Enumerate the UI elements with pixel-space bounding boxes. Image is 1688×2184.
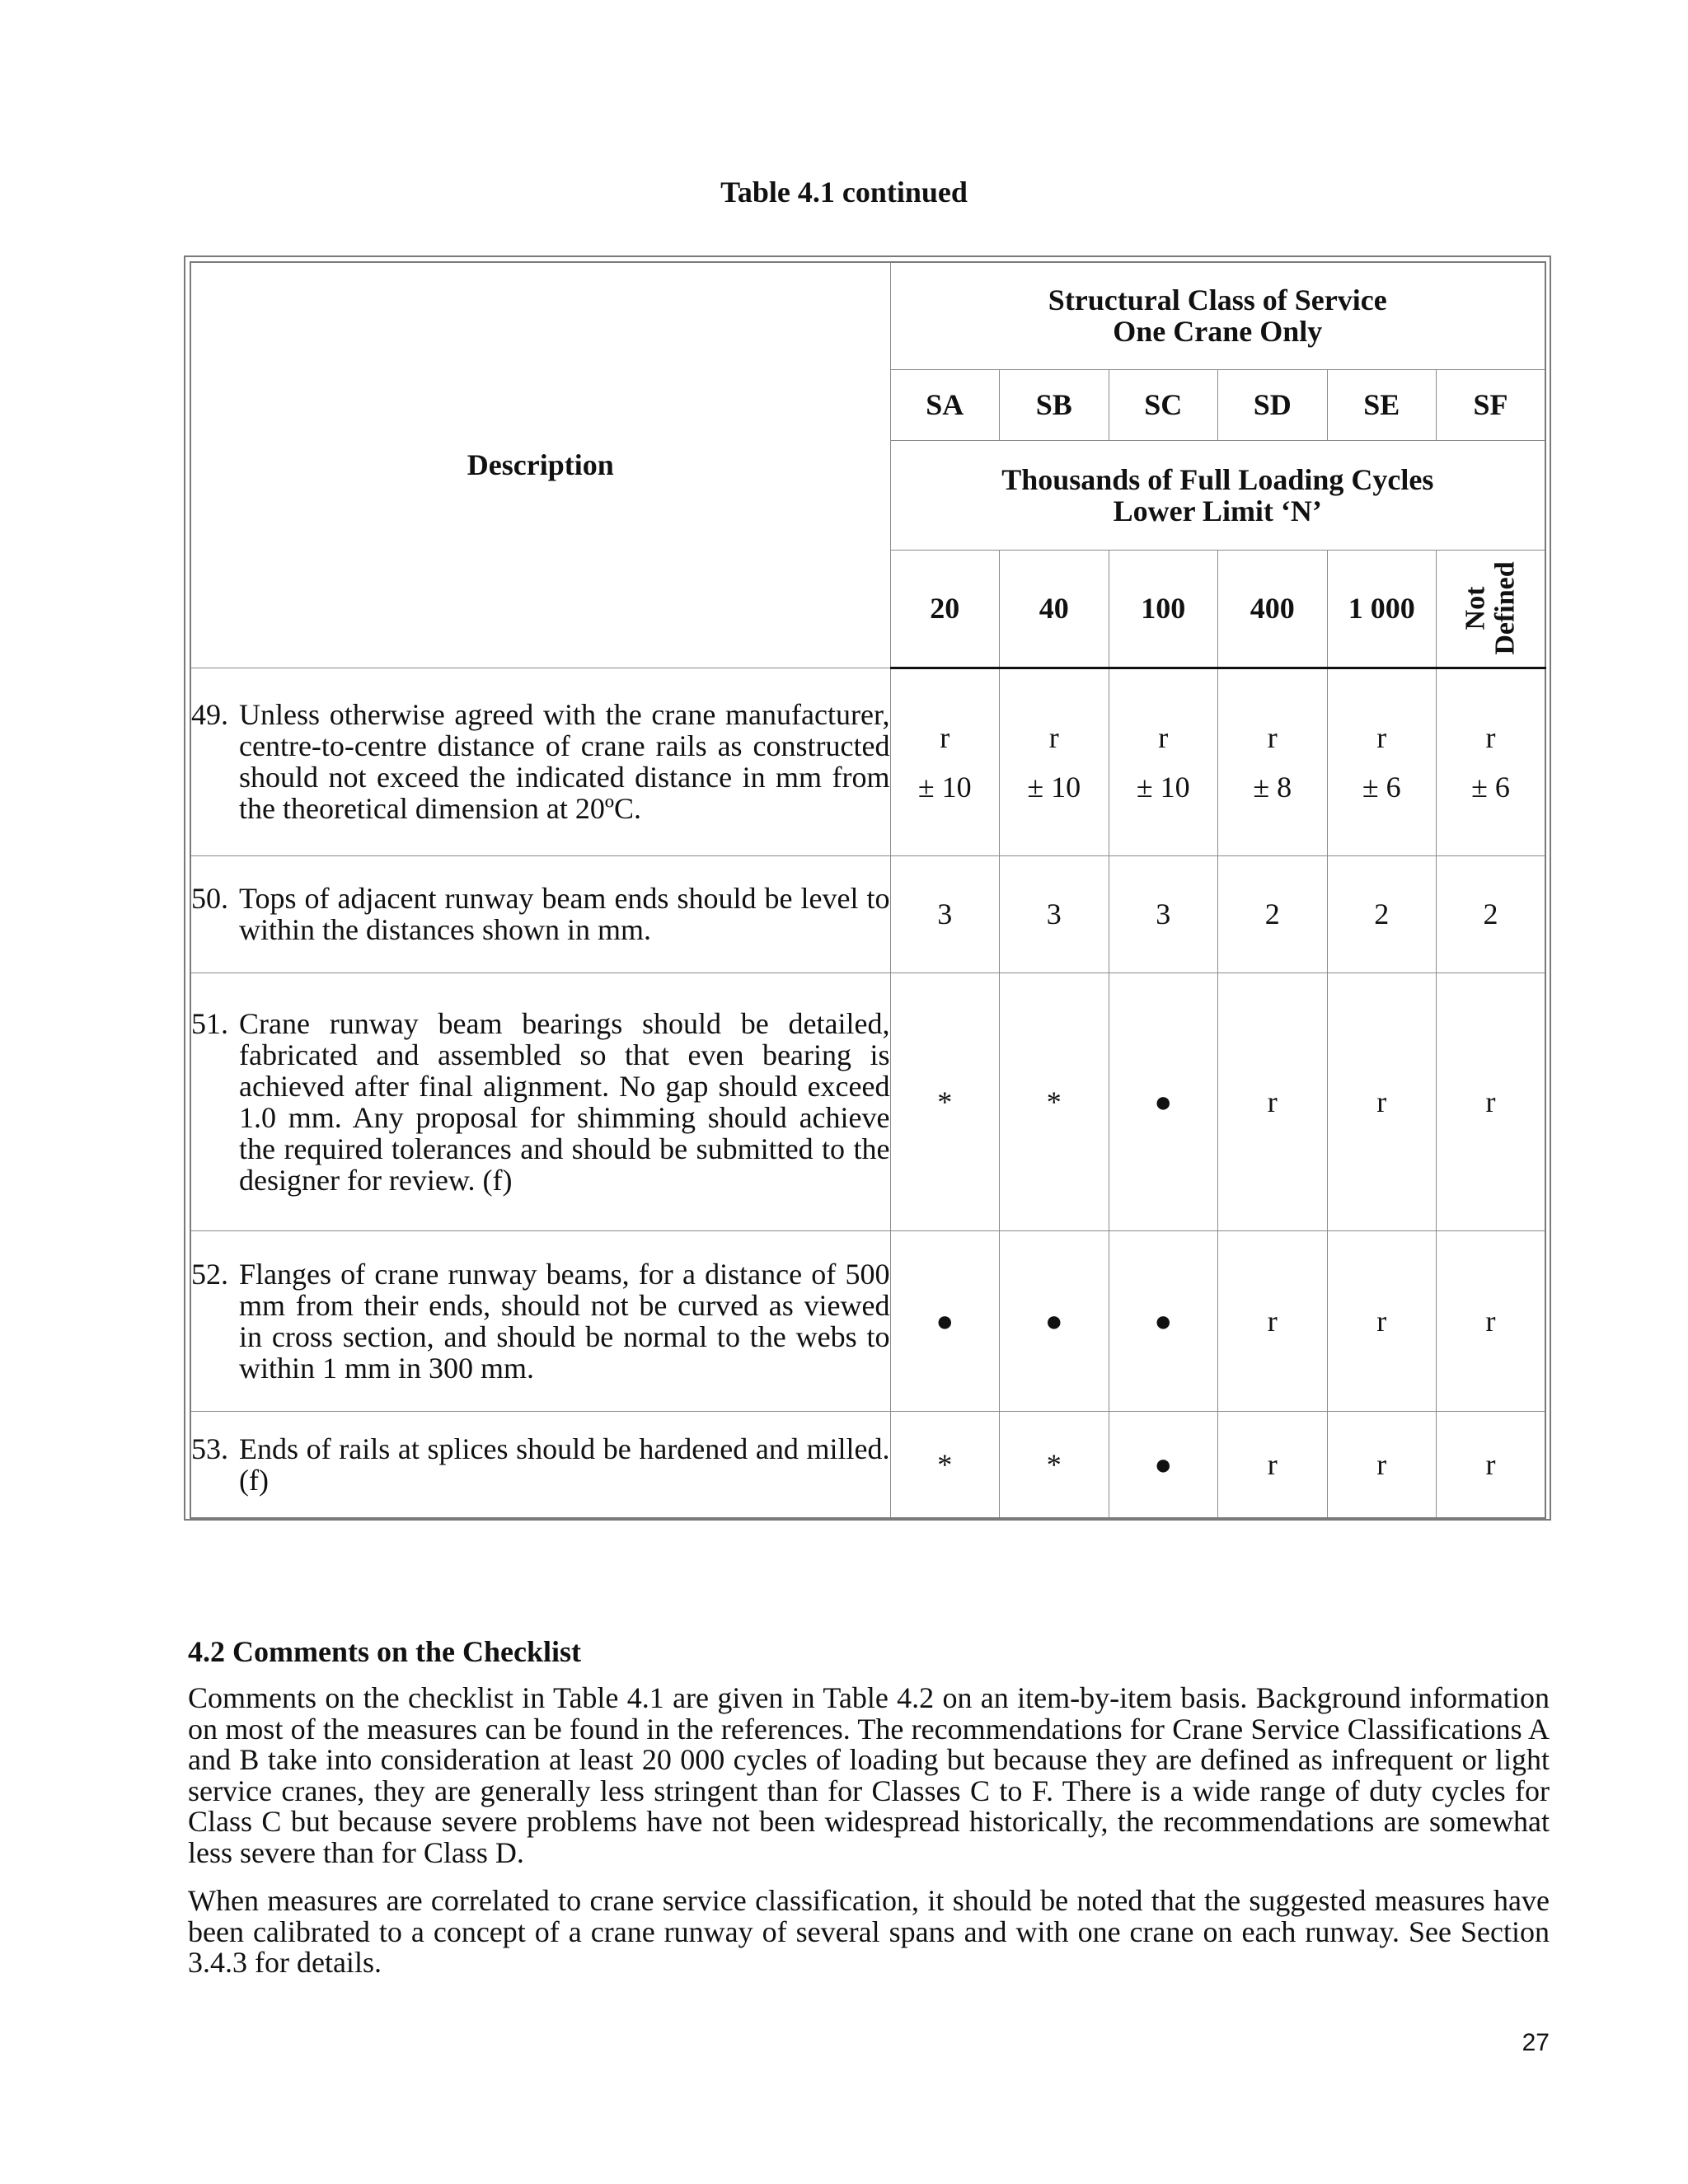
row-description bbox=[190, 668, 890, 855]
value-cell: ● bbox=[1000, 1230, 1109, 1411]
row-description bbox=[190, 855, 890, 972]
value-cell: 2 bbox=[1437, 855, 1546, 972]
value-cell: 3 bbox=[1000, 855, 1109, 972]
body-paragraph: Comments on the checklist in Table 4.1 are given in Table 4.2 on an item-by-item basis. Background information on most of the measures can be found in the references. The recommendations for Crane Service Classifications A and B take into consideration at least 20 000 cycles of loading but because they are defined as infrequent or light service cranes, they are generally less stringent than for Classes C to F. There is a wide range of duty cycles for Class C but because severe problems have not been widespread historically, the recommendations are somewhat less severe than for Class D. bbox=[188, 1681, 1550, 1869]
class-header: SB bbox=[1000, 369, 1109, 440]
value-cell: r bbox=[1218, 1411, 1328, 1518]
class-header: SE bbox=[1327, 369, 1437, 440]
one-crane-only-subtitle: One Crane Only bbox=[1113, 315, 1323, 349]
table-row bbox=[190, 668, 1545, 855]
table-row bbox=[190, 972, 1545, 1230]
table-row bbox=[190, 855, 1545, 972]
row-description bbox=[190, 1411, 890, 1518]
not-defined-label: Not Defined bbox=[1460, 561, 1521, 655]
value-cell: * bbox=[890, 972, 1000, 1230]
value-cell: ● bbox=[1109, 1230, 1218, 1411]
lower-limit-subtitle: Lower Limit ‘N’ bbox=[1113, 494, 1322, 527]
not-defined-header bbox=[1437, 550, 1546, 668]
description-header: Description bbox=[190, 262, 890, 668]
value-cell: 2 bbox=[1327, 855, 1437, 972]
row-number: 50. bbox=[191, 882, 228, 915]
table-row bbox=[190, 1411, 1545, 1518]
value-cell: r ± 6 bbox=[1437, 668, 1546, 855]
loading-cycles-title: Thousands of Full Loading Cycles bbox=[1001, 462, 1434, 496]
row-description bbox=[190, 972, 890, 1230]
value-cell: r bbox=[1437, 1230, 1546, 1411]
value-cell: 3 bbox=[1109, 855, 1218, 972]
value-cell: r bbox=[1437, 1411, 1546, 1518]
cycles-header: 40 bbox=[1000, 550, 1109, 668]
value-cell: r bbox=[1218, 1230, 1328, 1411]
cycles-header: 20 bbox=[890, 550, 1000, 668]
row-text: Crane runway beam bearings should be detailed, fabricated and assembled so that even bearing is achieved after final alignment. No gap should exceed 1.0 mm. Any proposal for shimming should achieve the required tolerances and should be submitted to the designer for review. (f) bbox=[239, 1006, 890, 1197]
row-text: Flanges of crane runway beams, for a distance of 500 mm from their ends, should not be curved as viewed in cross section, and should be normal to the webs to within 1 mm in 300 mm. bbox=[239, 1257, 890, 1385]
value-cell: ● bbox=[1109, 1411, 1218, 1518]
value-cell: r ± 10 bbox=[1109, 668, 1218, 855]
value-cell: ● bbox=[1109, 972, 1218, 1230]
class-of-service-header bbox=[890, 262, 1545, 369]
class-header: SD bbox=[1218, 369, 1328, 440]
value-cell: r bbox=[1327, 1411, 1437, 1518]
row-text: Unless otherwise agreed with the crane manufacturer, centre-to-centre distance of crane rails as constructed should not exceed the indicated distance in mm from the theoretical dimension at 20ºC. bbox=[239, 698, 890, 825]
class-of-service-title: Structural Class of Service bbox=[1048, 284, 1387, 317]
value-cell: * bbox=[890, 1411, 1000, 1518]
value-cell: r bbox=[1218, 972, 1328, 1230]
value-cell: r ± 10 bbox=[1000, 668, 1109, 855]
class-header: SA bbox=[890, 369, 1000, 440]
value-cell: 3 bbox=[890, 855, 1000, 972]
loading-cycles-header bbox=[890, 440, 1545, 550]
checklist-table bbox=[190, 261, 1546, 1519]
checklist-table-frame bbox=[184, 255, 1551, 1521]
body-paragraph: When measures are correlated to crane service classification, it should be noted that the suggested measures have been calibrated to a concept of a crane runway of several spans and with one crane on each runway. See Section 3.4.3 for details. bbox=[188, 1884, 1550, 1979]
table-title: Table 4.1 continued bbox=[720, 176, 968, 209]
value-cell: r bbox=[1437, 972, 1546, 1230]
value-cell: r bbox=[1327, 972, 1437, 1230]
value-cell: * bbox=[1000, 1411, 1109, 1518]
cycles-header: 400 bbox=[1218, 550, 1328, 668]
row-number: 53. bbox=[191, 1432, 228, 1465]
value-cell: 2 bbox=[1218, 855, 1328, 972]
value-cell: r ± 10 bbox=[890, 668, 1000, 855]
class-header: SF bbox=[1437, 369, 1546, 440]
section-heading: 4.2 Comments on the Checklist bbox=[188, 1635, 581, 1668]
value-cell: r ± 6 bbox=[1327, 668, 1437, 855]
value-cell: ● bbox=[890, 1230, 1000, 1411]
row-text: Tops of adjacent runway beam ends should be level to within the distances shown in mm. bbox=[239, 882, 890, 946]
value-cell: r bbox=[1327, 1230, 1437, 1411]
row-text: Ends of rails at splices should be hardened and milled. (f) bbox=[239, 1432, 890, 1497]
class-header: SC bbox=[1109, 369, 1218, 440]
cycles-header: 1 000 bbox=[1327, 550, 1437, 668]
row-number: 51. bbox=[191, 1006, 228, 1040]
value-cell: * bbox=[1000, 972, 1109, 1230]
page-number: 27 bbox=[1522, 2029, 1550, 2056]
row-number: 52. bbox=[191, 1257, 228, 1291]
row-description bbox=[190, 1230, 890, 1411]
row-number: 49. bbox=[191, 698, 228, 731]
value-cell: r ± 8 bbox=[1218, 668, 1328, 855]
cycles-header: 100 bbox=[1109, 550, 1218, 668]
table-row bbox=[190, 1230, 1545, 1411]
